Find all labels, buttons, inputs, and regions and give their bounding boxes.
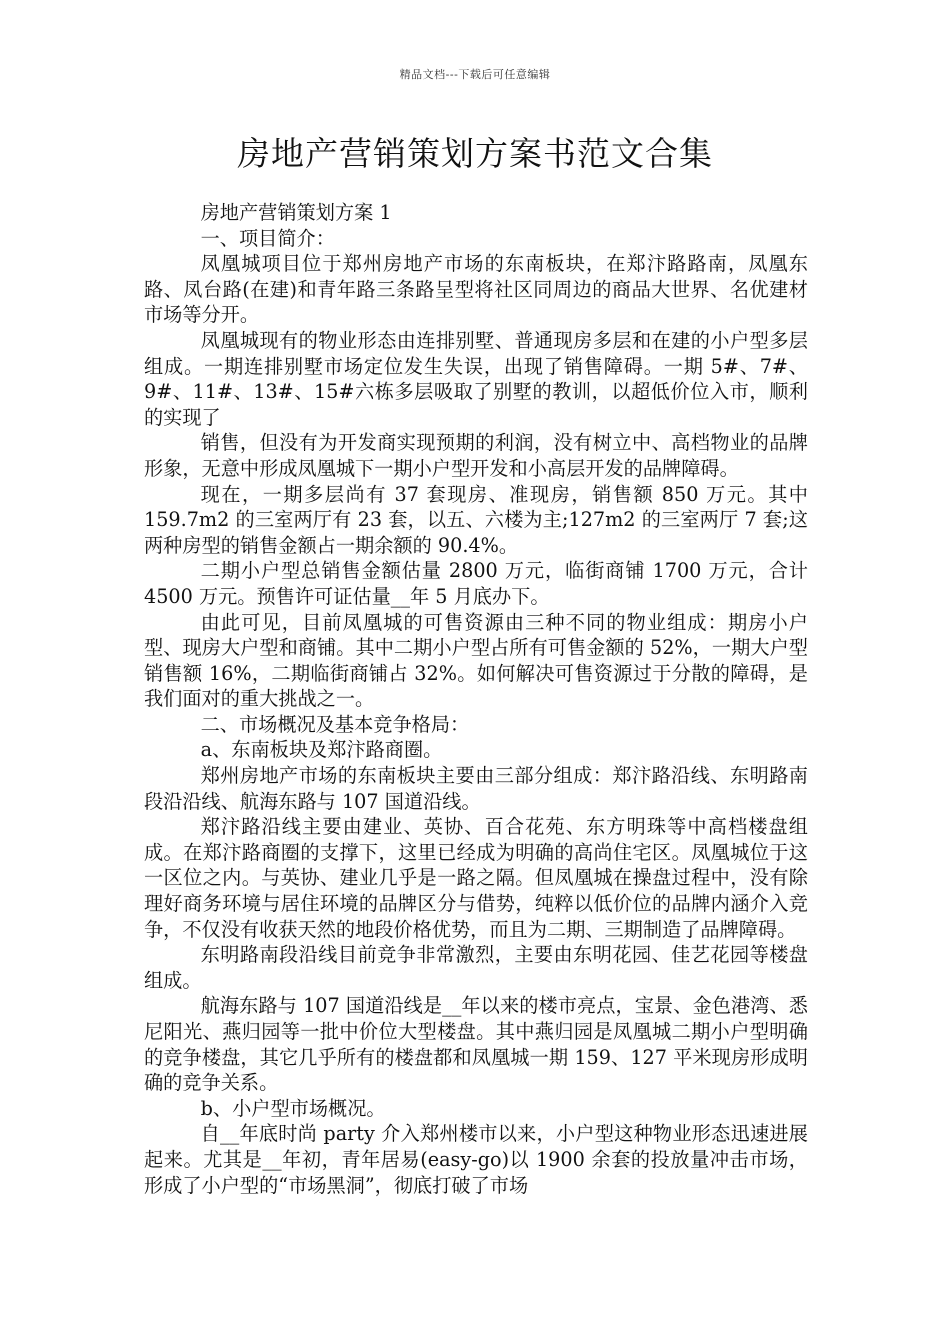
document-title: 房地产营销策划方案书范文合集 (237, 134, 713, 173)
paragraph: 凤凰城现有的物业形态由连排别墅、普通现房多层和在建的小户型多层组成。一期连排别墅市场定位发生失误，出现了销售障碍。一期 5#、7#、9#、11#、13#、15#六栋多层吸取了别墅的教训，以超低价位入市，顺利的实现了 (144, 328, 808, 429)
paragraph: a、东南板块及郑汴路商圈。 (200, 738, 443, 762)
paragraph: 二期小户型总销售金额估量 2800 万元，临街商铺 1700 万元，合计 4500 万元。预售许可证估量__年 5 月底办下。 (144, 559, 808, 608)
paragraph: 房地产营销策划方案 1 (200, 201, 392, 224)
document-body (144, 200, 808, 1198)
paragraph: 航海东路与 107 国道沿线是__年以来的楼市亮点，宝景、金色港湾、悉尼阳光、燕归园等一批中价位大型楼盘。其中燕归园是凤凰城二期小户型明确的竞争楼盘，其它几乎所有的楼盘都和凤凰城一期 159、127 平米现房形成明确的竞争关系。 (144, 994, 808, 1095)
paragraph: 一、项目简介： (200, 226, 335, 250)
paragraph: 销售，但没有为开发商实现预期的利润，没有树立中、高档物业的品牌形象，无意中形成凤凰城下一期小户型开发和小高层开发的品牌障碍。 (144, 431, 808, 480)
paragraph: 凤凰城项目位于郑州房地产市场的东南板块，在郑汴路路南，凤凰东路、凤台路(在建)和青年路三条路呈型将社区同周边的商品大世界、名优建材市场等分开。 (144, 252, 808, 327)
header-note: 精品文档---下载后可任意编辑 (399, 68, 551, 81)
paragraph: b、小户型市场概况。 (200, 1096, 386, 1120)
paragraph: 郑州房地产市场的东南板块主要由三部分组成：郑汴路沿线、东明路南段沿沿线、航海东路与 107 国道沿线。 (144, 764, 808, 813)
paragraph: 自__年底时尚 party 介入郑州楼市以来，小户型这种物业形态迅速进展起来。尤其是__年初，青年居易(easy-go)以 1900 余套的投放量冲击市场，形成了小户型的“市场黑洞”，彻底打破了市场 (144, 1122, 808, 1197)
paragraph: 郑汴路沿线主要由建业、英协、百合花苑、东方明珠等中高档楼盘组成。在郑汴路商圈的支撑下，这里已经成为明确的高尚住宅区。凤凰城位于这一区位之内。与英协、建业几乎是一路之隔。但凤凰城在操盘过程中，没有除理好商务环境与居住环境的品牌区分与借势，纯粹以低价位的品牌内涵介入竞争，不仅没有收获天然的地段价格优势，而且为二期、三期制造了品牌障碍。 (144, 815, 808, 941)
paragraph: 二、市场概况及基本竞争格局： (200, 712, 470, 736)
paragraph: 由此可见，目前凤凰城的可售资源由三种不同的物业组成：期房小户型、现房大户型和商铺。其中二期小户型占所有可售金额的 52%，一期大户型销售额 16%，二期临街商铺占 32%。如何解决可售资源过于分散的障碍，是我们面对的重大挑战之一。 (144, 610, 808, 711)
paragraph: 现在，一期多层尚有 37 套现房、准现房，销售额 850 万元。其中 159.7m2 的三室两厅有 23 套，以五、六楼为主;127m2 的三室两厅 7 套;这两种房型的销售金额占一期余额的 90.4%。 (144, 482, 808, 557)
paragraph: 东明路南段沿线目前竞争非常激烈，主要由东明花园、佳艺花园等楼盘组成。 (144, 943, 808, 992)
